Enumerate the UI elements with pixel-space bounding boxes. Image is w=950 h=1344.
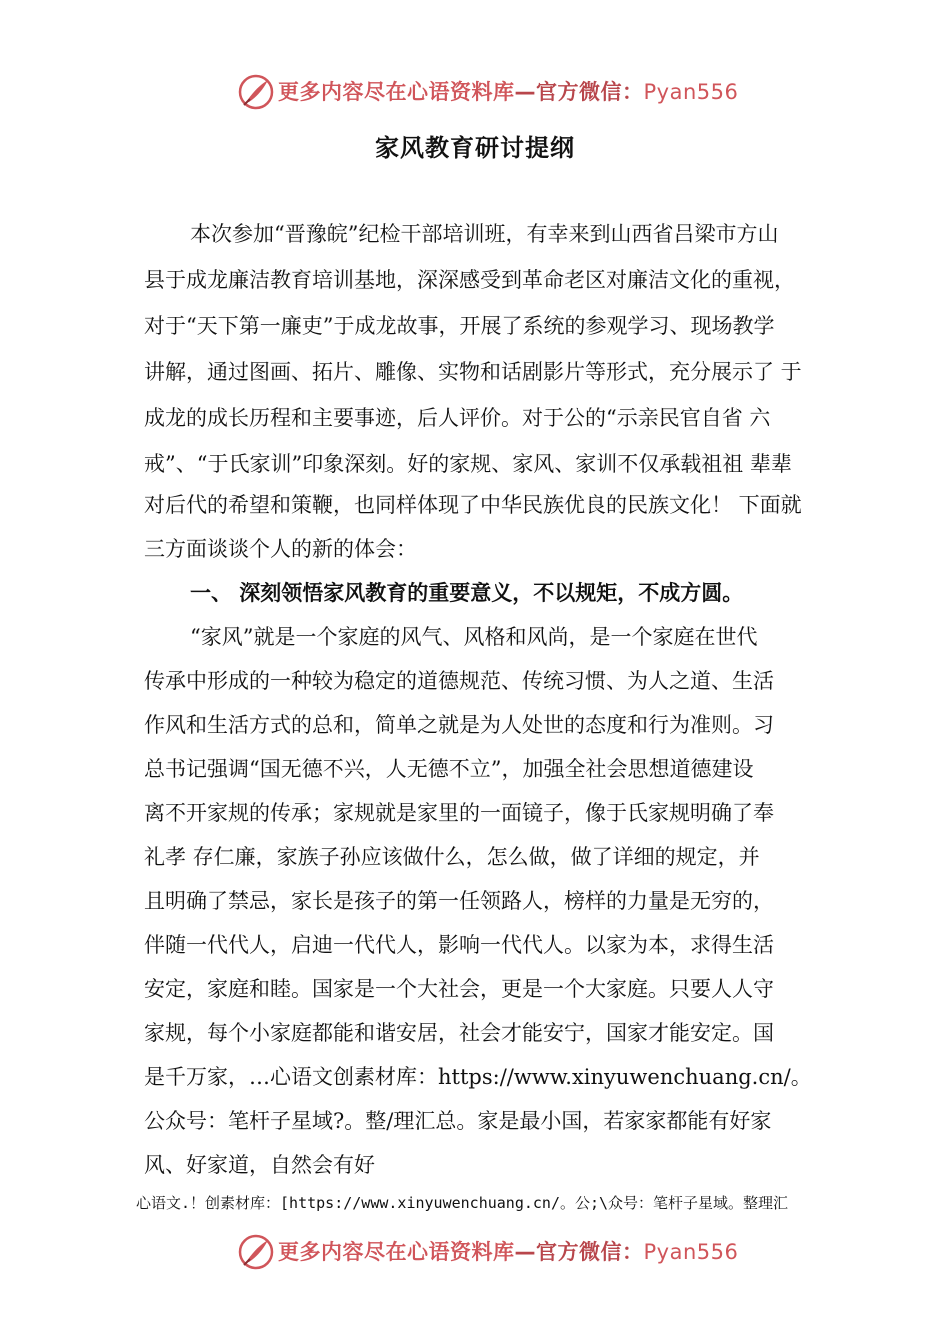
paragraph-line: 对于“天下第一廉吏”于成龙故事，开展了系统的参观学习、现场教学 [144, 314, 775, 338]
feather-pen-logo-icon [236, 1232, 276, 1272]
banner-text [278, 1236, 738, 1266]
footer-banner [0, 1228, 950, 1278]
paragraph-line: 戒”、“于氏家训”印象深刻。好的家规、家风、家训不仅承载祖祖 辈辈 [144, 452, 792, 476]
paragraph-line: 风、好家道，自然会有好 [144, 1153, 375, 1177]
paragraph-line: 且明确了禁忌，家长是孩子的第一任领路人，榜样的力量是无穷的， [144, 889, 774, 913]
paragraph-line: 成龙的成长历程和主要事迹，后人评价。对于公的“示亲民官自省 六 [144, 406, 771, 430]
paragraph-line: 作风和生活方式的总和，简单之就是为人处世的态度和行为准则。习 [144, 713, 774, 737]
section-heading-1: 一、 深刻领悟家风教育的重要意义，不以规矩，不成方圆。 [190, 580, 744, 605]
banner-text [278, 76, 738, 106]
paragraph-line: 本次参加“晋豫皖”纪检干部培训班，有幸来到山西省吕梁市方山 [190, 222, 779, 246]
paragraph-line: “家风”就是一个家庭的风气、风格和风尚，是一个家庭在世代 [190, 625, 758, 649]
banner-wechat-label: —官方微信： [514, 1240, 644, 1264]
document-title: 家风教育研讨提纲 [375, 133, 575, 162]
paragraph-line: 对后代的希望和策鞭，也同样体现了中华民族优良的民族文化！ 下面就 [144, 493, 802, 517]
footer-note: 心语文.！创素材库：[https://www.xinyuwenchuang.cn/。公;\众号：笔杆子星域。整理汇 [136, 1194, 789, 1212]
banner-wechat-id: Pyan556 [643, 1240, 739, 1264]
paragraph-line: 传承中形成的一种较为稳定的道德规范、传统习惯、为人之道、生活 [144, 669, 774, 693]
header-banner [0, 68, 950, 118]
paragraph-line: 讲解，通过图画、拓片、雕像、实物和话剧影片等形式，充分展示了 于 [144, 360, 802, 384]
paragraph-line: 三方面谈谈个人的新的体会： [144, 537, 417, 561]
paragraph-line: 总书记强调“国无德不兴，人无德不立”，加强全社会思想道德建设 [144, 757, 754, 781]
feather-pen-logo-icon [236, 72, 276, 112]
paragraph-line: 离不开家规的传承；家规就是家里的一面镜子，像于氏家规明确了奉 [144, 801, 774, 825]
paragraph-line: 伴随一代代人，启迪一代代人，影响一代代人。以家为本，求得生活 [144, 933, 774, 957]
paragraph-line: 县于成龙廉洁教育培训基地，深深感受到革命老区对廉洁文化的重视， [144, 268, 795, 292]
banner-wechat-label: —官方微信： [514, 80, 644, 104]
banner-title: 更多内容尽在心语资料库 [278, 1240, 515, 1264]
paragraph-line: 家规，每个小家庭都能和谐安居，社会才能安宁，国家才能安定。国 [144, 1021, 774, 1045]
paragraph-line: 是千万家，…心语文创素材库：https://www.xinyuwenchuang.cn/。 [144, 1065, 812, 1089]
paragraph-line: 安定，家庭和睦。国家是一个大社会，更是一个大家庭。只要人人守 [144, 977, 774, 1001]
paragraph-line: 礼孝 存仁廉，家族子孙应该做什么，怎么做，做了详细的规定，并 [144, 845, 760, 869]
banner-title: 更多内容尽在心语资料库 [278, 80, 515, 104]
paragraph-line: 公众号：笔杆子星域?。整/理汇总。家是最小国，若家家都能有好家 [144, 1109, 772, 1133]
banner-wechat-id: Pyan556 [643, 80, 739, 104]
